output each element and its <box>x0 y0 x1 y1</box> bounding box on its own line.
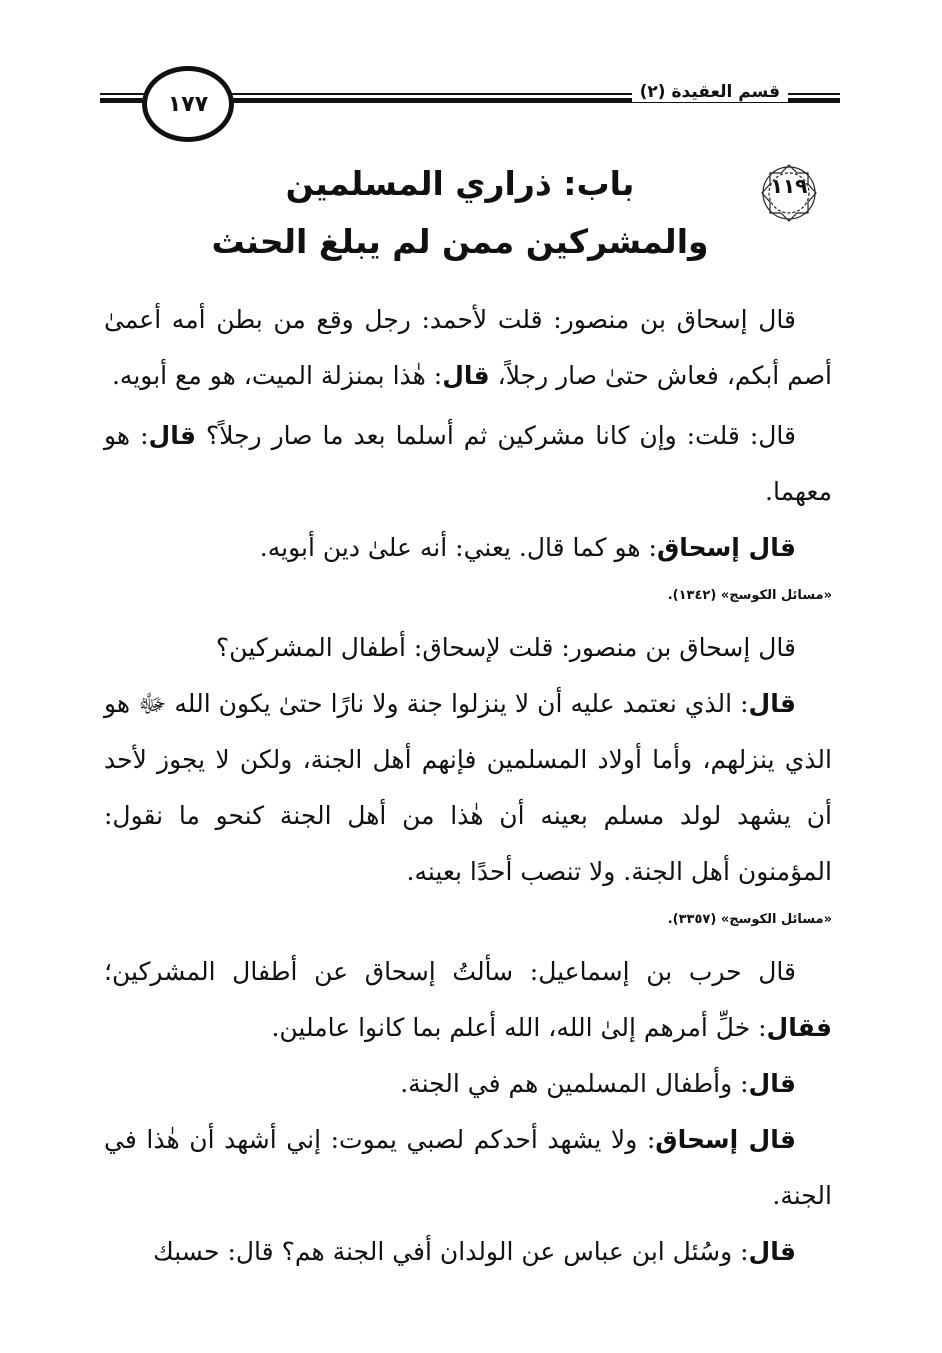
paragraph-2-label: قال <box>148 421 196 450</box>
page-header <box>100 62 840 142</box>
chapter-title-line1: باب: ذراري المسلمين <box>285 164 635 203</box>
paragraph-3-label: قال إسحاق <box>656 533 796 562</box>
paragraph-6 <box>104 944 832 1056</box>
paragraph-3-text: : هو كما قال. يعني: أنه علىٰ دين أبويه. <box>259 533 657 562</box>
paragraph-1-tail: : هٰذا بمنزلة الميت، هو مع أبويه. <box>111 361 443 390</box>
paragraph-5 <box>104 676 832 900</box>
header-rule-left-thick <box>100 98 145 103</box>
paragraph-2-tail: : هو معهما. <box>104 421 832 506</box>
paragraph-6-label: فقال <box>766 1013 832 1042</box>
paragraph-5-text: : الذي نعتمد عليه أن لا ينزلوا جنة ولا نارًا حتىٰ يكون الله ﷻ هو الذي ينزلهم، وأما أولاد المسلمين فإنهم أهل الجنة، ولكن لا يجوز لأحد أن يشهد لولد مسلم بعينه أن هٰذا من أهل الجنة كنحو ما نقول: المؤمنون أهل الجنة. ولا تنصب أحدًا بعينه. <box>104 689 832 886</box>
source-citation-2: «مسائل الكوسج» (٣٣٥٧). <box>667 912 832 927</box>
paragraph-6-text: قال حرب بن إسماعيل: سألتُ إسحاق عن أطفال المشركين؛ <box>104 957 796 986</box>
paragraph-6-tail: : خلِّ أمرهم إلىٰ الله، الله أعلم بما كانوا عاملين. <box>271 1013 767 1042</box>
paragraph-2-text: قال: قلت: وإن كانا مشركين ثم أسلما بعد ما صار رجلاً؟ <box>205 421 797 450</box>
paragraph-7 <box>104 1056 832 1112</box>
paragraph-9-text: : وسُئل ابن عباس عن الولدان أفي الجنة هم؟ قال: حسبك <box>153 1237 749 1266</box>
chapter-number: ١١٩ <box>770 174 808 198</box>
paragraph-1-label: قال <box>442 361 490 390</box>
paragraph-7-label: قال <box>748 1069 796 1098</box>
paragraph-9-label: قال <box>748 1237 796 1266</box>
paragraph-7-text: : وأطفال المسلمين هم في الجنة. <box>400 1069 749 1098</box>
source-citation-1: «مسائل الكوسج» (١٣٤٢). <box>667 588 832 603</box>
running-head: قسم العقيدة (٢) <box>632 82 788 102</box>
paragraph-1-text: قال إسحاق بن منصور: قلت لأحمد: رجل وقع من بطن أمه أعمىٰ أصم أبكم، فعاش حتىٰ صار رجلاً، <box>104 305 832 390</box>
paragraph-9 <box>104 1224 832 1280</box>
paragraph-8-label: قال إسحاق <box>655 1125 797 1154</box>
page-body <box>104 292 832 1280</box>
paragraph-3 <box>104 520 832 576</box>
page-number: ١٧٧ <box>142 66 234 142</box>
paragraph-5-label: قال <box>748 689 796 718</box>
paragraph-1 <box>104 292 832 404</box>
header-rule-left-thin <box>100 93 145 95</box>
paragraph-2 <box>104 408 832 520</box>
paragraph-8-text: : ولا يشهد أحدكم لصبي يموت: إني أشهد أن هٰذا في الجنة. <box>104 1125 832 1210</box>
paragraph-8 <box>104 1112 832 1224</box>
paragraph-4: قال إسحاق بن منصور: قلت لإسحاق: أطفال المشركين؟ <box>215 633 796 662</box>
chapter-title-line2: والمشركين ممن لم يبلغ الحنث <box>211 222 709 261</box>
